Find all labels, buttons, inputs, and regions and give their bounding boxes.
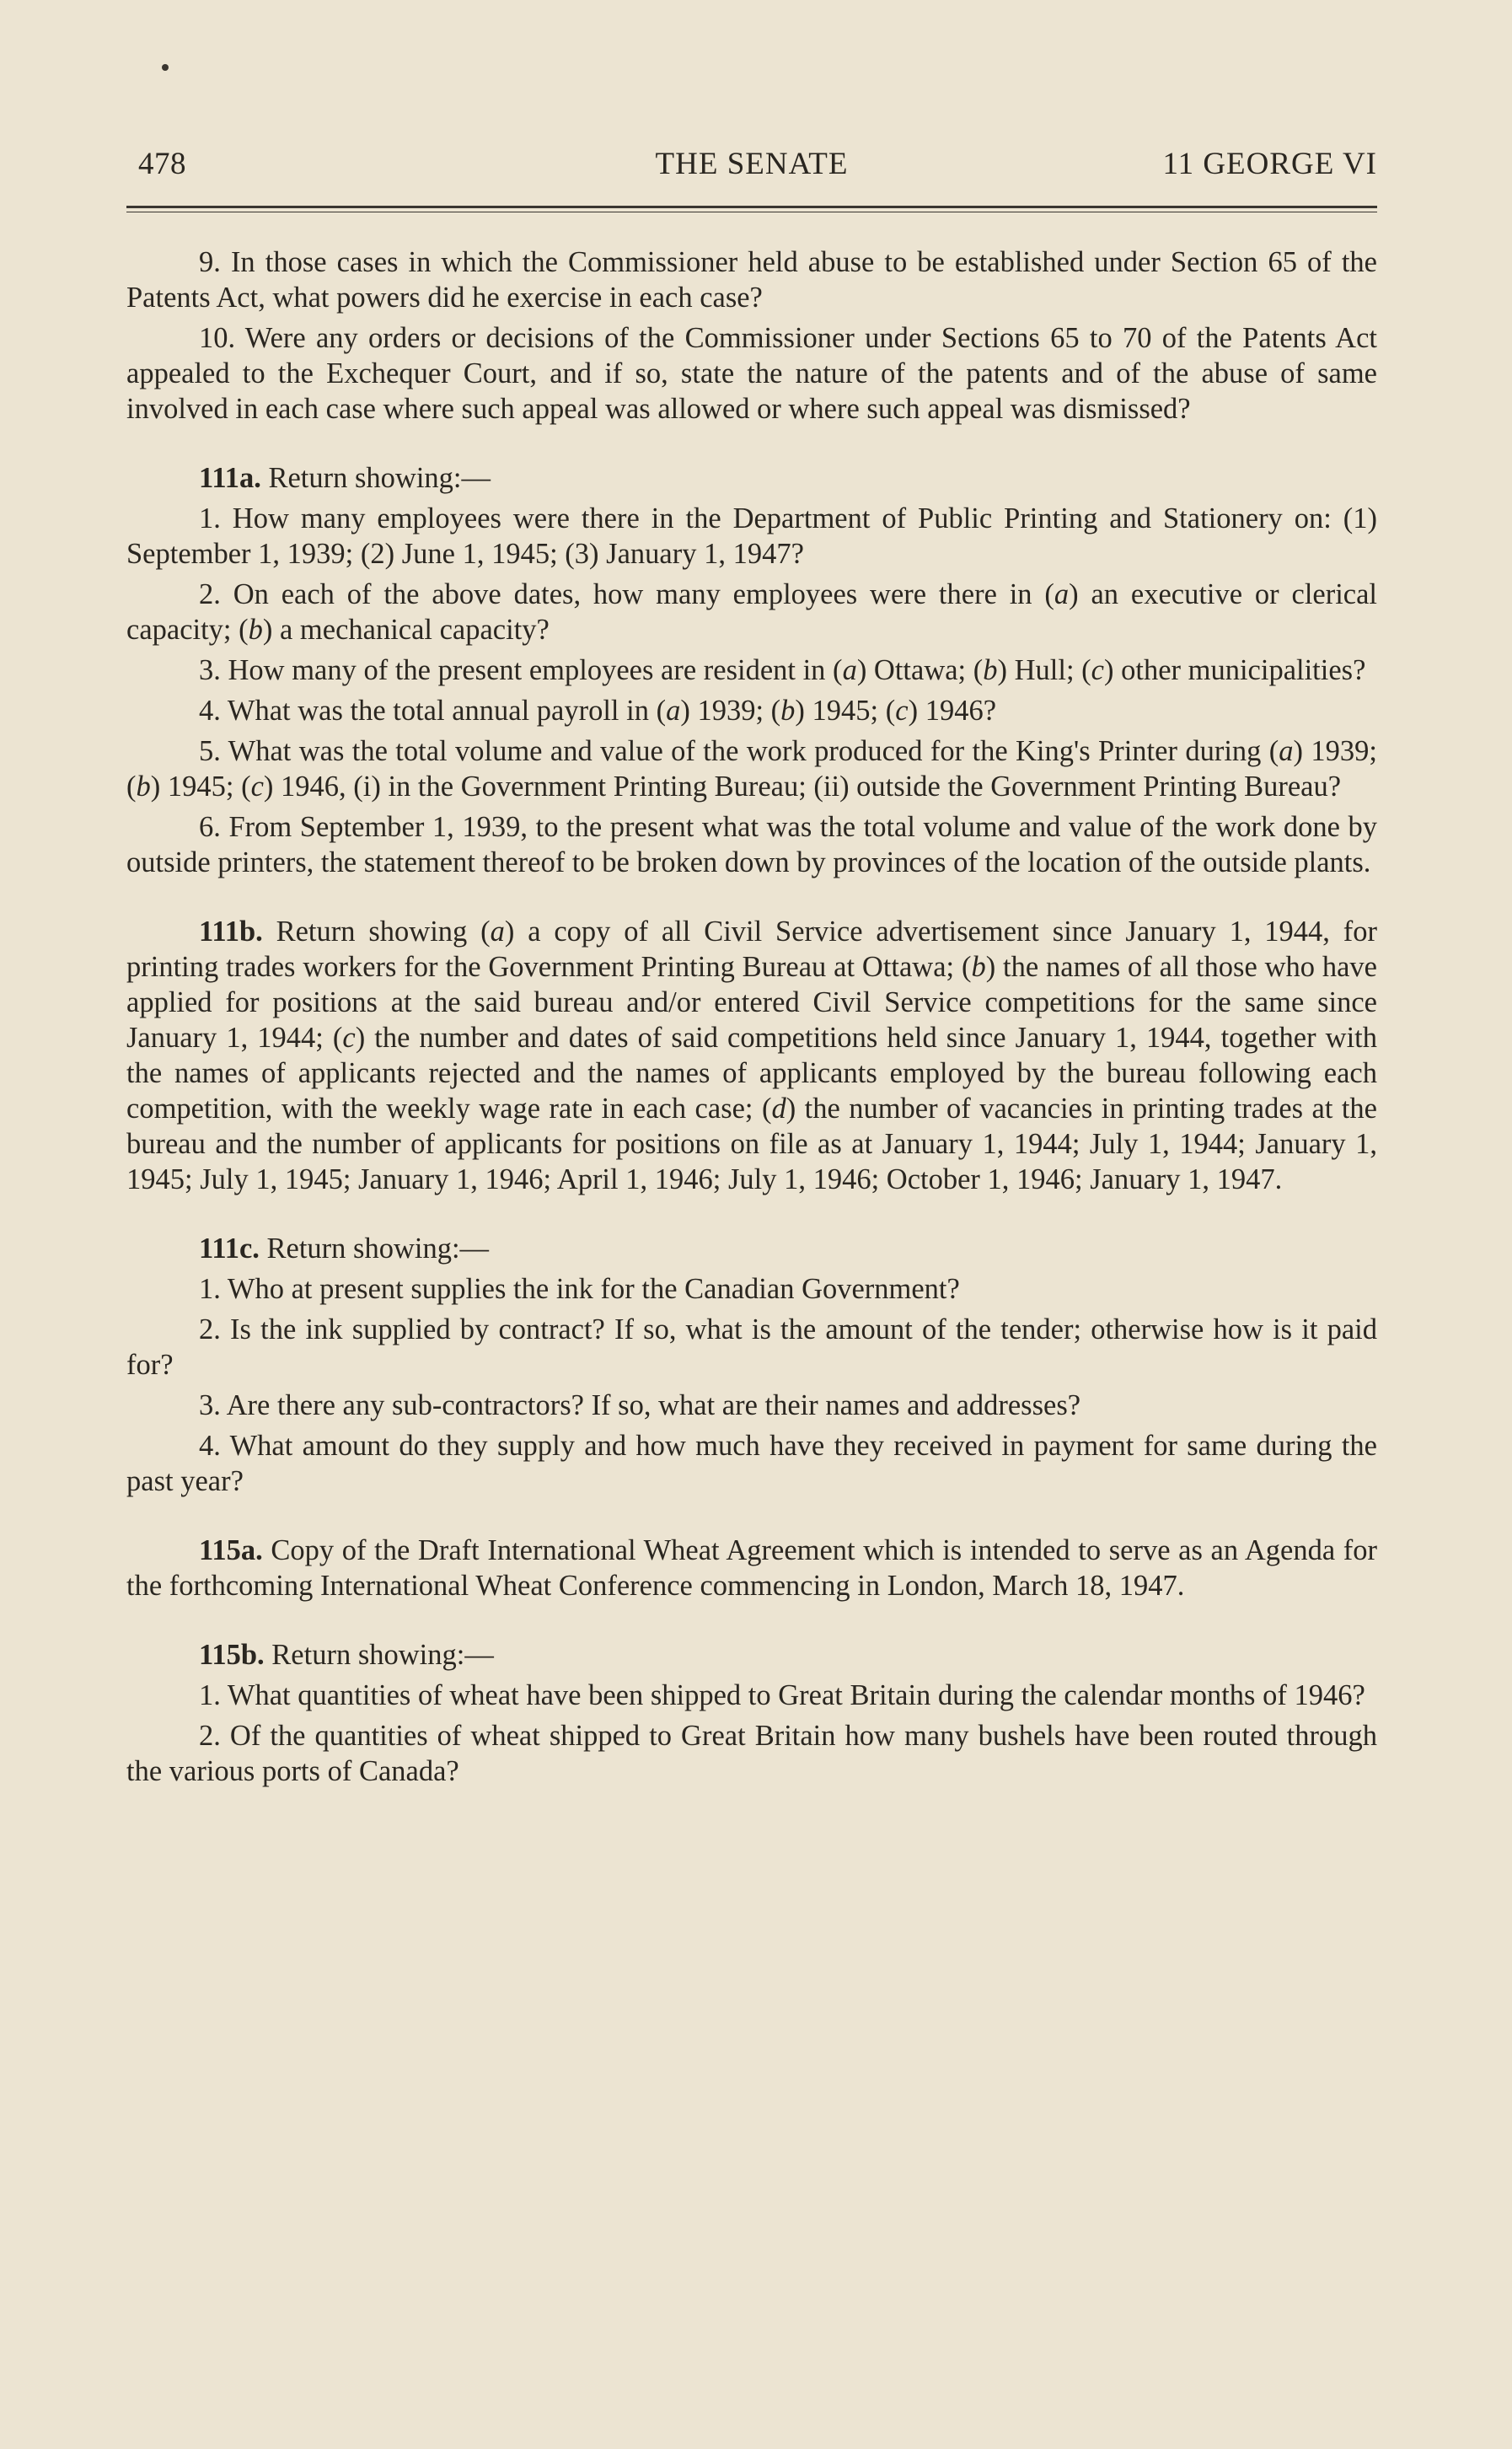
document-body bbox=[126, 244, 1377, 1789]
regnal-year: 11 GEORGE VI bbox=[1162, 147, 1377, 181]
section-number: 115b. bbox=[199, 1639, 265, 1671]
page-title: THE SENATE bbox=[655, 147, 849, 181]
section-115b-q2: 2. Of the quantities of wheat shipped to Great Britain how many bushels have been routed through the various ports of Canada? bbox=[126, 1720, 1377, 1787]
page-number: 478 bbox=[138, 147, 186, 181]
document-page bbox=[126, 143, 1377, 1794]
section-number: 111c. bbox=[199, 1233, 260, 1265]
section-111b: 111b. Return showing (a) a copy of all Civil Service advertisement since January 1, 1944, for printing trades workers for the Government Printing Bureau at Ottawa; (b) the names of all those who have applied for positions at the said bureau and/or entered Civil Service competitions for the same since January 1, 1944; (c) the number and dates of said competitions held since January 1, 1944, together with the names of applicants rejected and the names of applicants employed by the bureau following each competition, with the weekly wage rate in each case; (d) the number of vacancies in printing trades at the bureau and the number of applicants for positions on file as at January 1, 1944; July 1, 1944; January 1, 1945; July 1, 1945; January 1, 1946; April 1, 1946; July 1, 1946; October 1, 1946; January 1, 1947. bbox=[126, 916, 1377, 1195]
section-111a-q4: 4. What was the total annual payroll in (a) 1939; (b) 1945; (c) 1946? bbox=[199, 695, 997, 727]
header-rule bbox=[126, 206, 1377, 212]
section-115b-heading: 115b. Return showing:— bbox=[199, 1639, 494, 1671]
running-header bbox=[126, 143, 1377, 185]
section-111a-heading: 111a. Return showing:— bbox=[199, 462, 491, 494]
section-111c-heading: 111c. Return showing:— bbox=[199, 1233, 490, 1265]
question-9: 9. In those cases in which the Commissioner held abuse to be established under Section 65 of the Patents Act, what powers did he exercise in each case? bbox=[126, 246, 1377, 314]
section-111a-q6: 6. From September 1, 1939, to the present what was the total volume and value of the work done by outside printers, the statement thereof to be broken down by provinces of the location of the outside plants. bbox=[126, 811, 1377, 878]
ink-speck bbox=[162, 64, 169, 71]
section-115b-q1: 1. What quantities of wheat have been shipped to Great Britain during the calendar months of 1946? bbox=[199, 1679, 1365, 1711]
section-number: 111b. bbox=[199, 916, 263, 948]
section-111c-q3: 3. Are there any sub-contractors? If so, what are their names and addresses? bbox=[199, 1389, 1081, 1421]
section-111a-q3: 3. How many of the present employees are resident in (a) Ottawa; (b) Hull; (c) other municipalities? bbox=[199, 654, 1366, 686]
section-number: 115a. bbox=[199, 1534, 263, 1566]
section-number: 111a. bbox=[199, 462, 261, 494]
section-111c-q2: 2. Is the ink supplied by contract? If so, what is the amount of the tender; otherwise how is it paid for? bbox=[126, 1313, 1377, 1381]
section-111c-q1: 1. Who at present supplies the ink for the Canadian Government? bbox=[199, 1273, 960, 1305]
section-111a-q5: 5. What was the total volume and value of the work produced for the King's Printer during (a) 1939; (b) 1945; (c) 1946, (i) in the Government Printing Bureau; (ii) outside the Government Printing Bureau? bbox=[126, 735, 1377, 803]
question-10: 10. Were any orders or decisions of the Commissioner under Sections 65 to 70 of the Patents Act appealed to the Exchequer Court, and if so, state the nature of the patents and of the abuse of same involved in each case where such appeal was allowed or where such appeal was dismissed? bbox=[126, 322, 1377, 425]
section-111c-q4: 4. What amount do they supply and how much have they received in payment for same during the past year? bbox=[126, 1430, 1377, 1497]
section-111a-q1: 1. How many employees were there in the Department of Public Printing and Stationery on: (1) September 1, 1939; (2) June 1, 1945; (3) January 1, 1947? bbox=[126, 502, 1377, 570]
section-115a: 115a. Copy of the Draft International Wheat Agreement which is intended to serve as an Agenda for the forthcoming International Wheat Conference commencing in London, March 18, 1947. bbox=[126, 1534, 1377, 1602]
section-111a-q2: 2. On each of the above dates, how many employees were there in (a) an executive or clerical capacity; (b) a mechanical capacity? bbox=[126, 578, 1377, 646]
